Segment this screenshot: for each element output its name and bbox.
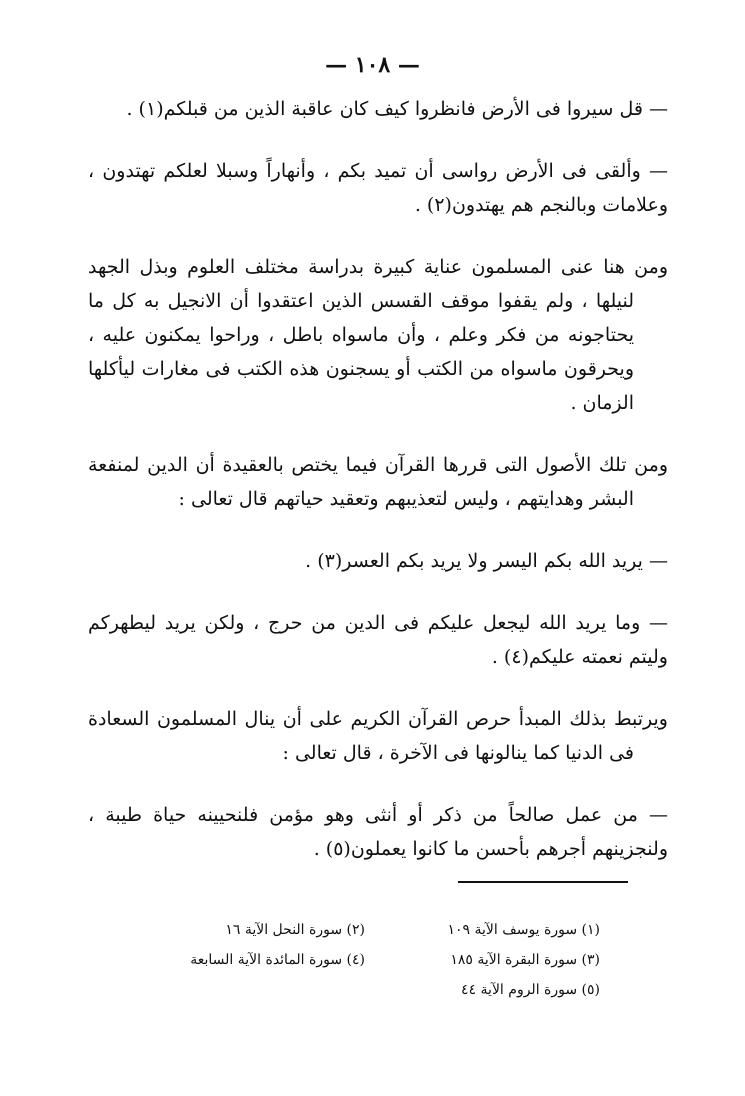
paragraph-principles: ومن تلك الأصول التى قررها القرآن فيما يختص بالعقيدة أن الدين لمنفعة البشر وهدايتهم ، وليس لتعذيبهم وتعقيد حياتهم قال تعالى : <box>88 454 668 510</box>
footnote-4: (٤) سورة المائدة الآية السابعة <box>190 952 365 968</box>
footnote-row <box>150 915 600 945</box>
footnote-3: (٣) سورة البقرة الآية ١٨٥ <box>450 952 600 968</box>
paragraph-sciences: ومن هنا عنى المسلمون عناية كبيرة بدراسة مختلف العلوم وبذل الجهد لنيلها ، ولم يقفوا موقف القسس الذين اعتقدوا أن الانجيل به كل ما يحتاجونه من فكر وعلم ، وأن ماسواه باطل ، وراحوا يمكنون عليه ، ويحرقون ماسواه من الكتب أو يسجنون هذه الكتب فى مغارات ليأكلها الزمان . <box>88 256 668 414</box>
footnote-5: (٥) سورة الروم الآية ٤٤ <box>461 982 600 998</box>
body-text <box>88 92 668 894</box>
footnote-row <box>150 945 600 975</box>
footnotes <box>150 915 600 1005</box>
footnote-row <box>150 975 600 1005</box>
quran-verse-1: — قل سيروا فى الأرض فانظروا كيف كان عاقبة الذين من قبلكم(١) . <box>126 98 668 120</box>
footnote-separator <box>458 881 628 883</box>
paragraph-happiness: ويرتبط بذلك المبدأ حرص القرآن الكريم على أن ينال المسلمون السعادة فى الدنيا كما ينالونها فى الآخرة ، قال تعالى : <box>88 708 668 764</box>
quran-verse-2: — وألقى فى الأرض رواسى أن تميد بكم ، وأنهاراً وسبلا لعلكم تهتدون ، وعلامات وبالنجم هم يهتدون(٢) . <box>88 160 668 216</box>
footnote-1: (١) سورة يوسف الآية ١٠٩ <box>447 922 600 938</box>
quran-verse-3: — يريد الله بكم اليسر ولا يريد بكم العسر(٣) . <box>305 550 668 572</box>
quran-verse-4: — وما يريد الله ليجعل عليكم فى الدين من حرج ، ولكن يريد ليطهركم وليتم نعمته عليكم(٤) . <box>88 612 668 668</box>
footnote-empty <box>150 975 365 1005</box>
page-number: — ١٠٨ — <box>325 52 420 78</box>
footnote-2: (٢) سورة النحل الآية ١٦ <box>225 922 365 938</box>
quran-verse-5: — من عمل صالحاً من ذكر أو أنثى وهو مؤمن فلنحيينه حياة طيبة ، ولنجزينهم أجرهم بأحسن ما كانوا يعملون(٥) . <box>88 804 668 860</box>
